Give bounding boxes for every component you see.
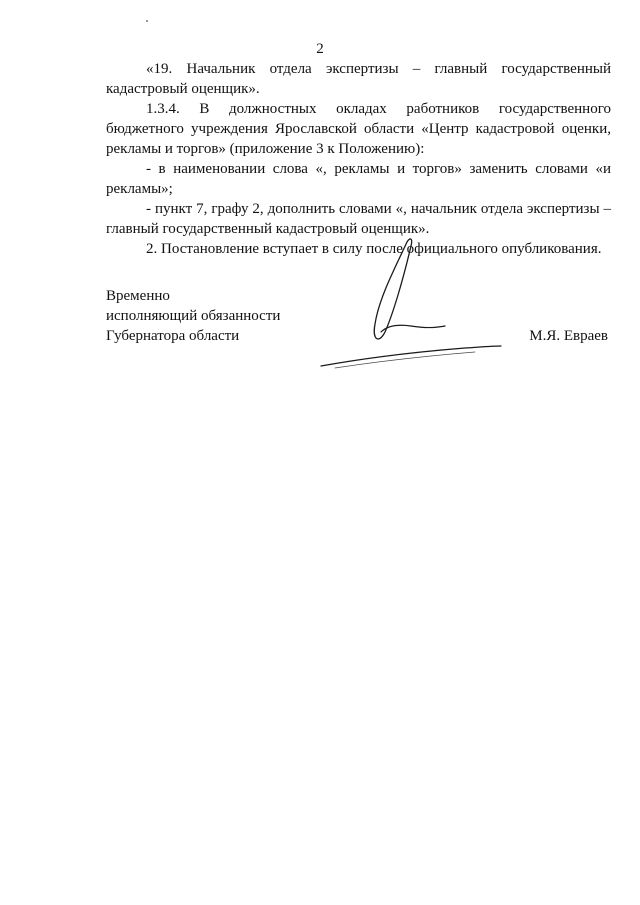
page-number: 2: [316, 41, 324, 57]
signature-underline-stroke: [321, 346, 501, 366]
signatory-title: [106, 286, 306, 346]
paragraph-rename-clause: - в наименовании слова «, рекламы и торгов» заменить словами «и рекламы»;: [106, 161, 611, 197]
signature-loop-stroke: [374, 239, 411, 339]
signer-name: М.Я. Евраев: [529, 328, 608, 344]
paragraph-item-19: «19. Начальник отдела экспертизы – главный государственный кадастровый оценщик».: [106, 61, 611, 97]
signatory-title-line-1: Временно: [106, 288, 170, 304]
paragraph-point-7-clause: - пункт 7, графу 2, дополнить словами «, начальник отдела экспертизы – главный государственный кадастровый оценщик».: [106, 201, 611, 237]
paragraph-1-3-4: 1.3.4. В должностных окладах работников государственного бюджетного учреждения Ярославской области «Центр кадастровой оценки, рекламы и торгов» (приложение 3 к Положению):: [106, 101, 611, 157]
signature-hook-stroke: [381, 325, 445, 332]
signatory-title-line-3: Губернатора области: [106, 328, 240, 344]
handwritten-signature: [315, 228, 505, 373]
paragraph-effective-date: 2. Постановление вступает в силу после официального опубликования.: [146, 241, 602, 257]
scan-artifact-dot: [146, 20, 148, 22]
signatory-title-line-2: исполняющий обязанности: [106, 308, 281, 324]
